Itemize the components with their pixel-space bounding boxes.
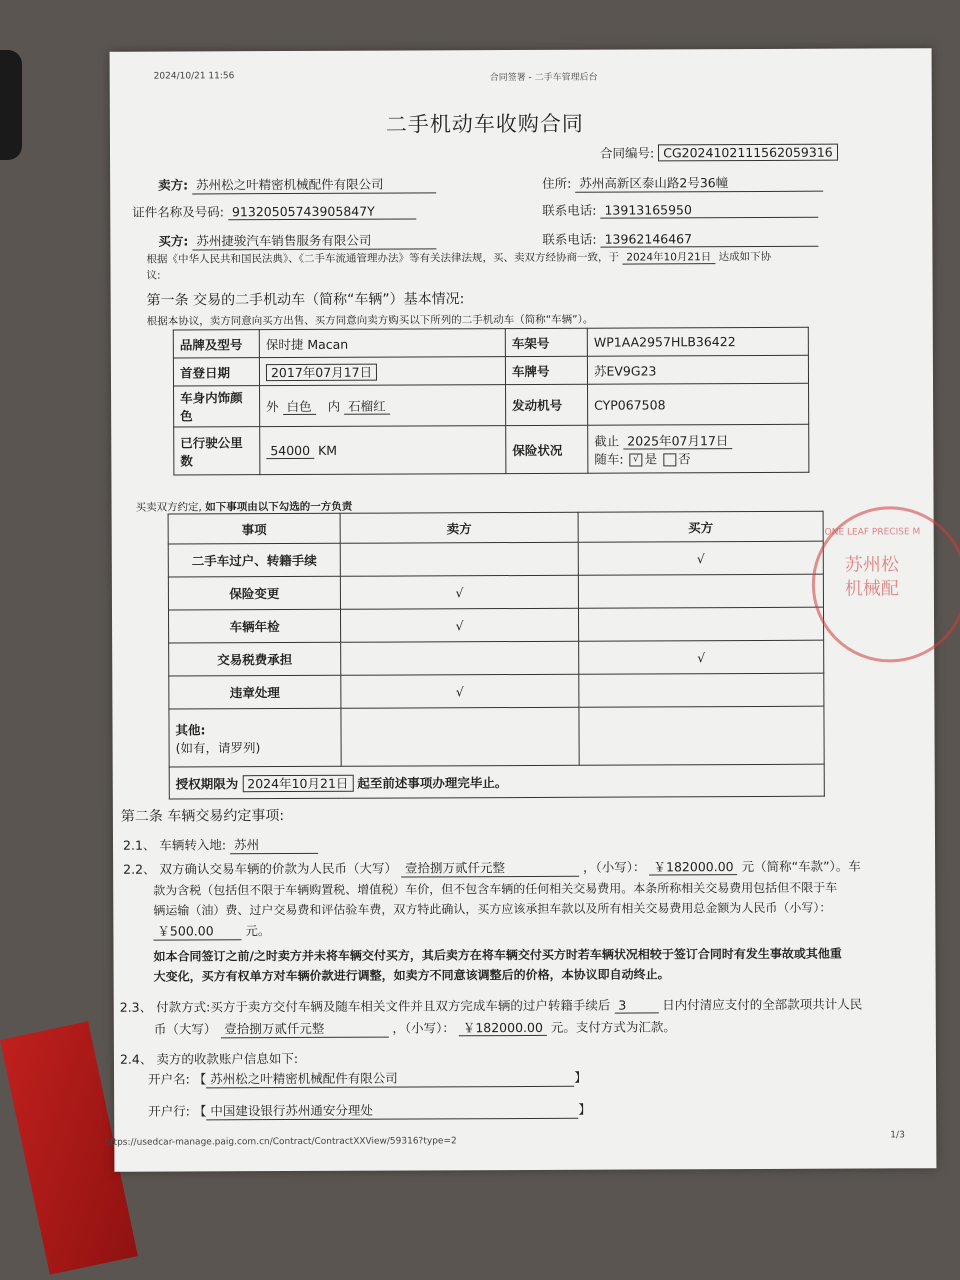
- table-row: [168, 541, 823, 577]
- footer-page: 1/3: [890, 1130, 905, 1141]
- account-name: 苏州松之叶精密机械配件有限公司: [206, 1068, 574, 1089]
- col-header-seller: 卖方: [340, 512, 578, 543]
- resp-item: 车辆年检: [168, 609, 340, 643]
- clause-2-2-fee-row: [153, 921, 270, 941]
- footer-url: https://usedcar-manage.paig.com.cn/Contract/ContractXXView/59316?type=2: [104, 1136, 457, 1148]
- resp-seller-check[interactable]: √: [340, 608, 578, 642]
- clause-2-4-num: 2.4、: [119, 1051, 153, 1067]
- desk-object-black: [0, 50, 22, 160]
- seller-name: 苏州松之叶精密机械配件有限公司: [192, 174, 436, 194]
- deadline-tail: 起至前述事项办理完毕止。: [357, 774, 508, 791]
- seller-phone-label: 联系电话:: [542, 202, 597, 218]
- clause-2-1-label: 车辆转入地:: [159, 837, 227, 853]
- clause-2-3-text-c: 币（大写）: [153, 1021, 217, 1037]
- no-checkbox[interactable]: [663, 453, 676, 466]
- resp-buyer-check[interactable]: √: [579, 640, 824, 674]
- mileage-cell: [260, 426, 506, 475]
- clause-2-2-text-c: 元（简称“车款”）。车: [741, 858, 861, 875]
- intro-text: 根据《中华人民共和国民法典》、《二手车流通管理办法》等有关法律法规，买、卖双方经协商一致，于: [146, 251, 619, 266]
- table-row: [168, 574, 823, 610]
- contract-no: CG2024102111562059316: [658, 144, 838, 162]
- insurance-until-row: [594, 430, 802, 449]
- seller-address: 苏州高新区泰山路2号36幢: [575, 173, 823, 193]
- int-color: 石榴红: [344, 399, 390, 415]
- seller-id: 91320505743905847Y: [228, 203, 416, 220]
- seller-id-row: [132, 201, 416, 220]
- intro-line1: [146, 249, 771, 267]
- deadline-label: 授权期限为: [175, 775, 239, 792]
- vin-label: 车架号: [505, 328, 587, 356]
- resp-item: 违章处理: [169, 675, 341, 709]
- clause-2-3-text-a: 付款方式:买方于卖方交付车辆及随车相关文件并且双方完成车辆的过户转籍手续后: [156, 997, 611, 1015]
- price-chinese: 壹拾捌万贰仟元整: [401, 858, 579, 878]
- insurance-label: 保险状况: [506, 425, 588, 473]
- ext-color-label: 外: [266, 399, 279, 415]
- ext-color: 白色: [283, 399, 316, 415]
- plate-label: 车牌号: [505, 356, 587, 384]
- resp-item: 二手车过户、转籍手续: [168, 543, 340, 577]
- seller-id-label: 证件名称及号码:: [132, 204, 225, 220]
- account-bank-bracket-l: 【: [193, 1103, 207, 1119]
- clause-2-4-title: [120, 1049, 298, 1068]
- buyer-name: 苏州捷骏汽车销售服务有限公司: [192, 230, 436, 250]
- responsibility-intro-b: 如下事项由以下勾选的一方负责: [205, 500, 353, 514]
- account-bank-bracket-r: 】: [578, 1101, 591, 1117]
- resp-seller-check[interactable]: √: [341, 674, 579, 708]
- deadline-date: 2024年10月21日: [242, 774, 353, 791]
- buyer-phone-row: [542, 229, 818, 248]
- plate-value: 苏EV9G23: [587, 355, 808, 384]
- resp-item: 保险变更: [168, 576, 340, 610]
- clause-2-2-bold2: 大变化，买方有权单方对车辆价款进行调整，如卖方不同意该调整后的价格，本协议即自动终止。: [153, 967, 670, 984]
- account-bank: 中国建设银行苏州通安分理处: [206, 1100, 578, 1121]
- clause-2-2-num: 2.2、: [123, 861, 156, 877]
- other-buyer[interactable]: [579, 706, 824, 765]
- account-name-bracket-r: 】: [574, 1069, 587, 1085]
- seller-phone-row: [542, 200, 818, 219]
- seal-line1: 苏州松: [844, 554, 899, 576]
- resp-item: 交易税费承担: [169, 642, 341, 676]
- yes-checkbox[interactable]: √: [630, 453, 643, 466]
- responsibility-table: [168, 511, 825, 800]
- vin-value: WP1AA2957HLB36422: [587, 327, 808, 356]
- contract-no-row: [600, 143, 838, 162]
- seller-phone: 13913165950: [600, 202, 818, 219]
- other-note: (如有，请罗列): [175, 739, 261, 756]
- seller-address-label: 住所:: [542, 175, 572, 191]
- account-name-bracket-l: 【: [193, 1071, 207, 1087]
- buyer-phone: 13962146467: [601, 231, 819, 248]
- vehicle-info-table: [173, 327, 810, 476]
- responsibility-rows: [168, 541, 824, 709]
- brand-label: 品牌及型号: [173, 330, 259, 358]
- mileage-value: 54000: [266, 443, 314, 459]
- fee-amount: ￥500.00: [153, 921, 241, 940]
- reg-date-cell: [259, 357, 505, 386]
- account-bank-row: [148, 1100, 591, 1121]
- seal-arc-text: ONE LEAF PRECISE M: [824, 527, 921, 538]
- resp-buyer-check[interactable]: √: [578, 541, 823, 575]
- reg-date-value: 2017年07月17日: [266, 363, 377, 380]
- reg-date-label: 首登日期: [173, 358, 259, 386]
- col-header-item: 事项: [168, 513, 340, 544]
- transfer-location: 苏州: [230, 835, 318, 854]
- fee-unit: 元。: [245, 923, 271, 939]
- price-numeric: ￥182000.00: [649, 859, 737, 875]
- account-name-label: 开户名:: [148, 1071, 190, 1087]
- clause-2-2-text-a: 双方确认交易车辆的价款为人民币（大写）: [159, 860, 398, 877]
- seller-row: [158, 174, 436, 194]
- account-name-row: [148, 1068, 587, 1089]
- print-datetime: 2024/10/21 11:56: [153, 71, 235, 82]
- print-app-title: 合同签署 - 二手车管理后台: [489, 72, 598, 84]
- deadline-row: [169, 764, 824, 799]
- resp-buyer-check[interactable]: [578, 607, 823, 641]
- contract-paper: [104, 48, 937, 1172]
- clause-2-3-num: 2.3、: [119, 999, 153, 1015]
- buyer-row: [158, 230, 436, 250]
- color-cell: [260, 385, 506, 427]
- buyer-label: 买方:: [158, 233, 189, 249]
- table-row: [168, 607, 823, 643]
- clause-2-2-line2: 款为含税（包括但不限于车辆购置税、增值税）车价，但不包含车辆的任何相关交易费用。本条所称相关交易费用包括但不限于车: [153, 880, 838, 898]
- color-label: 车身内饰颜色: [174, 386, 260, 427]
- insurance-until-label: 截止: [594, 433, 620, 449]
- clause-2-1: [123, 835, 318, 855]
- insurance-cell: [588, 424, 809, 473]
- table-row: [169, 640, 824, 676]
- clause-2-3-text-b: 日内付清应支付的全部款项共计人民: [662, 996, 863, 1013]
- buyer-phone-label: 联系电话:: [542, 231, 597, 247]
- clause-2-2-line3: 辆运输（油）费、过户交易费和评估验车费，双方特此确认，买方应该承担车款以及所有相关交易费用总金额为人民币（小写）：: [153, 900, 832, 918]
- resp-buyer-check[interactable]: [578, 574, 823, 608]
- table-row: [169, 673, 824, 709]
- clause-2-3-line1: [120, 995, 863, 1016]
- clause-2-2-bold1: 如本合同签订之前/之时卖方并未将车辆交付买方，其后卖方在将车辆交付买方时若车辆状况相较于签订合同时有发生事故或其他重: [153, 946, 842, 964]
- company-seal: [812, 506, 960, 663]
- seal-text: [845, 553, 899, 601]
- clause-2-4-text: 卖方的收款账户信息如下:: [156, 1050, 299, 1067]
- payment-days: 3: [614, 997, 658, 1013]
- intro-tail: 达成如下协: [718, 250, 772, 264]
- yes-label: 是: [644, 450, 658, 466]
- mileage-unit: KM: [318, 442, 338, 458]
- int-color-label: 内: [327, 398, 341, 414]
- responsibility-intro-a: 买卖双方约定,: [135, 501, 202, 514]
- resp-seller-check[interactable]: [341, 641, 579, 675]
- brand-value: 保时捷 Macan: [259, 329, 505, 358]
- article1-desc: 根据本协议，卖方同意向买方出售、买方同意向卖方购买以下所列的二手机动车（简称“车辆”）。: [146, 313, 594, 328]
- resp-buyer-check[interactable]: [579, 673, 824, 707]
- insurance-until: 2025年07月17日: [623, 433, 732, 449]
- clause-2-2-text-b: ，（小写）：: [582, 859, 646, 875]
- seller-label: 卖方:: [158, 177, 189, 193]
- resp-seller-check[interactable]: [340, 542, 578, 576]
- contract-no-label: 合同编号:: [599, 145, 655, 161]
- insurance-follow-label: 随车:: [594, 451, 624, 467]
- other-cell: [169, 708, 341, 767]
- clause-2-3-text-e: 元。支付方式为汇款。: [550, 1019, 676, 1035]
- col-header-buyer: 买方: [578, 511, 823, 542]
- clause-2-2-line1: [123, 857, 861, 879]
- intro-date: 2024年10月21日: [622, 251, 715, 264]
- account-bank-label: 开户行:: [148, 1103, 190, 1119]
- intro-line2: 议:: [146, 269, 161, 282]
- other-seller[interactable]: [341, 707, 579, 766]
- insurance-follow-row: [594, 448, 802, 467]
- engine-label: 发动机号: [506, 384, 588, 425]
- seal-line2: 机械配: [844, 578, 899, 600]
- article2-title: 第二条 车辆交易约定事项:: [120, 808, 285, 825]
- resp-seller-check[interactable]: √: [340, 575, 578, 609]
- clause-2-3-line2: [154, 1017, 676, 1038]
- clause-2-3-text-d: ，（小写）：: [392, 1020, 455, 1036]
- engine-value: CYP067508: [588, 383, 809, 425]
- payment-numeric: ￥182000.00: [459, 1020, 547, 1036]
- other-label: 其他:: [175, 721, 206, 738]
- article1-title: 第一条 交易的二手机动车（简称“车辆”）基本情况:: [146, 291, 465, 309]
- mileage-label: 已行驶公里数: [174, 427, 260, 475]
- seller-address-row: [542, 173, 823, 193]
- payment-chinese: 壹拾捌万贰仟元整: [220, 1019, 388, 1039]
- page-title: 二手机动车收购合同: [385, 111, 584, 137]
- clause-2-1-num: 2.1、: [122, 837, 156, 853]
- no-label: 否: [678, 450, 691, 466]
